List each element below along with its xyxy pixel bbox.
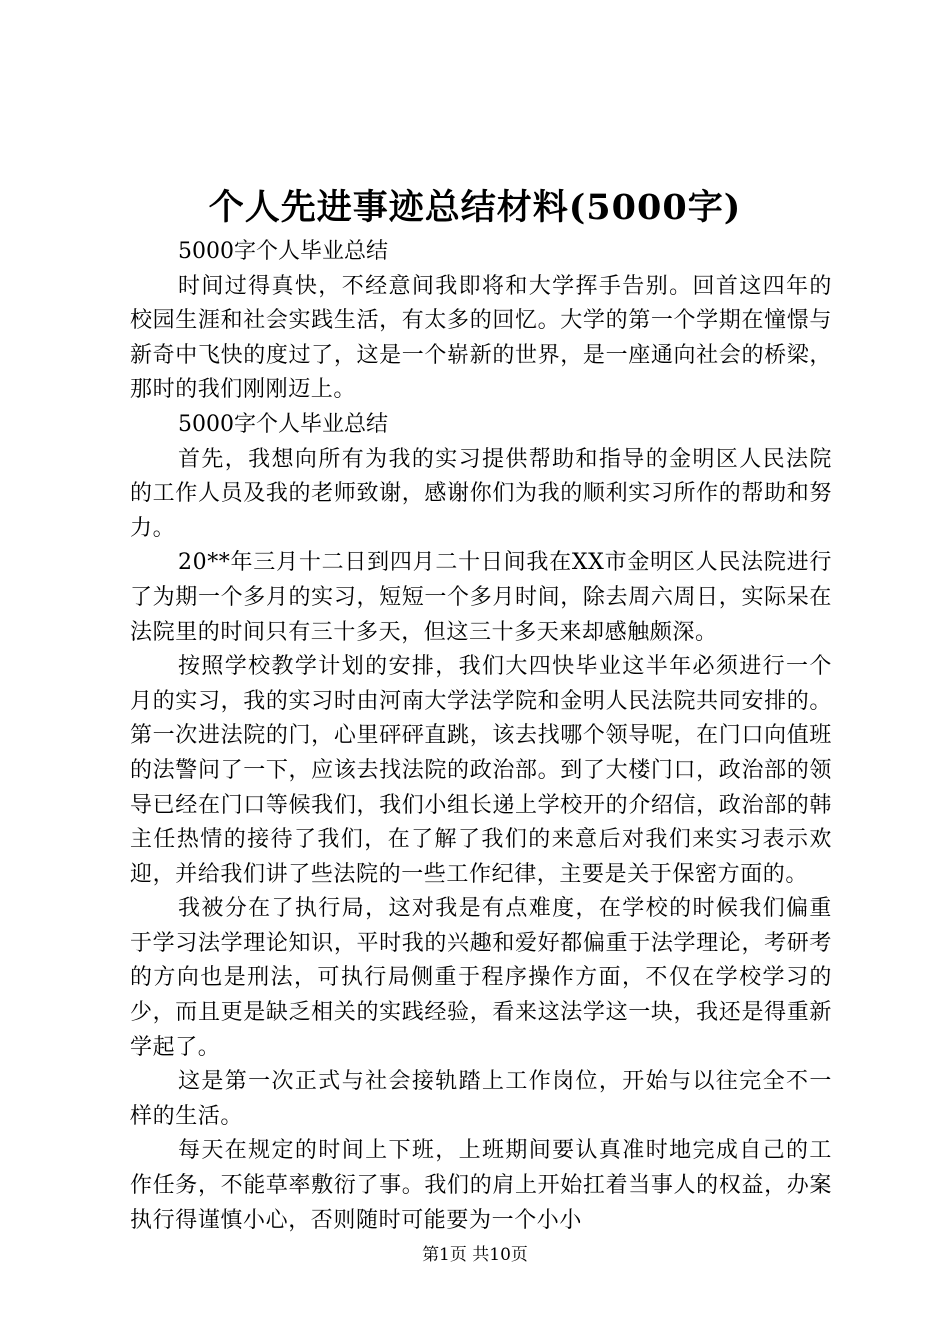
paragraph: 我被分在了执行局，这对我是有点难度，在学校的时候我们偏重于学习法学理论知识，平时我的兴趣和爱好都偏重于法学理论，考研考的方向也是刑法，可执行局侧重于程序操作方面，不仅在学校学习的少，而且更是缺乏相关的实践经验，看来这法学这一块，我还是得重新学起了。 <box>130 896 832 1060</box>
paragraph: 首先，我想向所有为我的实习提供帮助和指导的金明区人民法院的工作人员及我的老师致谢，感谢你们为我的顺利实习所作的帮助和努力。 <box>130 446 832 541</box>
section-heading: 5000字个人毕业总结 <box>178 239 388 264</box>
paragraph: 这是第一次正式与社会接轨踏上工作岗位，开始与以往完全不一样的生活。 <box>130 1069 832 1129</box>
paragraph: 按照学校教学计划的安排，我们大四快毕业这半年必须进行一个月的实习，我的实习时由河南大学法学院和金明人民法院共同安排的。第一次进法院的门，心里砰砰直跳，该去找哪个领导呢，在门口向值班的法警问了一下，应该去找法院的政治部。到了大楼门口，政治部的领导已经在门口等候我们，我们小组长递上学校开的介绍信，政治部的韩主任热情的接待了我们，在了解了我们的来意后对我们来实习表示欢迎，并给我们讲了些法院的一些工作纪律，主要是关于保密方面的。 <box>130 654 832 887</box>
section-heading: 5000字个人毕业总结 <box>178 411 388 437</box>
paragraph: 20**年三月十二日到四月二十日间我在XX市金明区人民法院进行了为期一个多月的实习，短短一个多月时间，除去周六周日，实际呆在法院里的时间只有三十多天，但这三十多天来却感触颇深。 <box>130 550 832 645</box>
paragraph: 每天在规定的时间上下班，上班期间要认真准时地完成自己的工作任务，不能草率敷衍了事。我们的肩上开始扛着当事人的权益，办案执行得谨慎小心，否则随时可能要为一个小小 <box>130 1138 832 1233</box>
paragraph: 时间过得真快，不经意间我即将和大学挥手告别。回首这四年的校园生涯和社会实践生活，有太多的回忆。大学的第一个学期在憧憬与新奇中飞快的度过了，这是一个崭新的世界，是一座通向社会的桥梁，那时的我们刚刚迈上。 <box>130 273 832 403</box>
document-body <box>130 235 832 1238</box>
document-title: 个人先进事迹总结材料(5000字) <box>208 187 742 228</box>
page-footer: 第1页 共10页 <box>422 1245 528 1265</box>
